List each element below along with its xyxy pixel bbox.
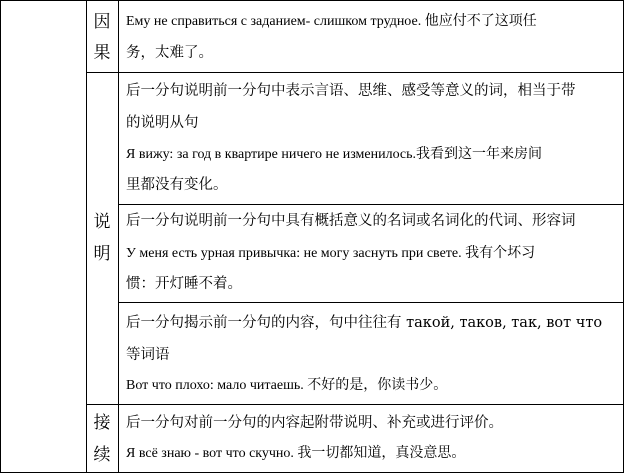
row-divider (86, 404, 624, 405)
table-border-left (0, 0, 1, 473)
cell-line: 里都没有变化。 (126, 177, 228, 193)
category-cause-effect-1: 因 (93, 12, 111, 32)
cell-line: Я всё знаю - вот что скучно. 我一切都知道，真没意思。 (126, 446, 466, 461)
cell-line: 后一分句说明前一分句中具有概括意义的名词或名词化的代词、形容词 (126, 213, 576, 229)
cell-line: 等词语 (126, 347, 170, 363)
column-divider (118, 0, 119, 473)
subrow-divider (118, 204, 624, 205)
table-border-top (0, 0, 624, 1)
cell-line: Я вижу: за год в квартире ничего не изменилось.我看到这一年来房间 (126, 147, 543, 162)
cell-line: Ему не справиться с заданием- слишком трудное. 他应付不了这项任 (126, 14, 537, 29)
cell-line: Вот что плохо: мало читаешь. 不好的是，你读书少。 (126, 378, 448, 393)
cell-line: 务，太难了。 (126, 45, 213, 61)
cell-line: 后一分句说明前一分句中表示言语、思维、感受等意义的词，相当于带 (126, 83, 576, 99)
category-explanation-1: 说 (93, 212, 111, 232)
subrow-divider (118, 302, 624, 303)
cell-line: У меня есть урная привычка: не могу заснуть при свете. 我有个坏习 (126, 246, 536, 261)
category-continuation-2: 续 (93, 445, 111, 465)
category-cause-effect-2: 果 (93, 43, 111, 63)
category-continuation-1: 接 (93, 413, 111, 433)
column-divider (86, 0, 87, 473)
cell-line: 后一分句对前一分句的内容起附带说明、补充或进行评价。 (126, 415, 503, 431)
cell-line: 的说明从句 (126, 115, 199, 131)
cell-line: 惯：开灯睡不着。 (126, 276, 242, 292)
row-divider (86, 72, 624, 73)
cell-line: 后一分句揭示前一分句的内容，句中往往有 такой, таков, так, вот что (126, 315, 603, 331)
category-explanation-2: 明 (93, 244, 111, 264)
